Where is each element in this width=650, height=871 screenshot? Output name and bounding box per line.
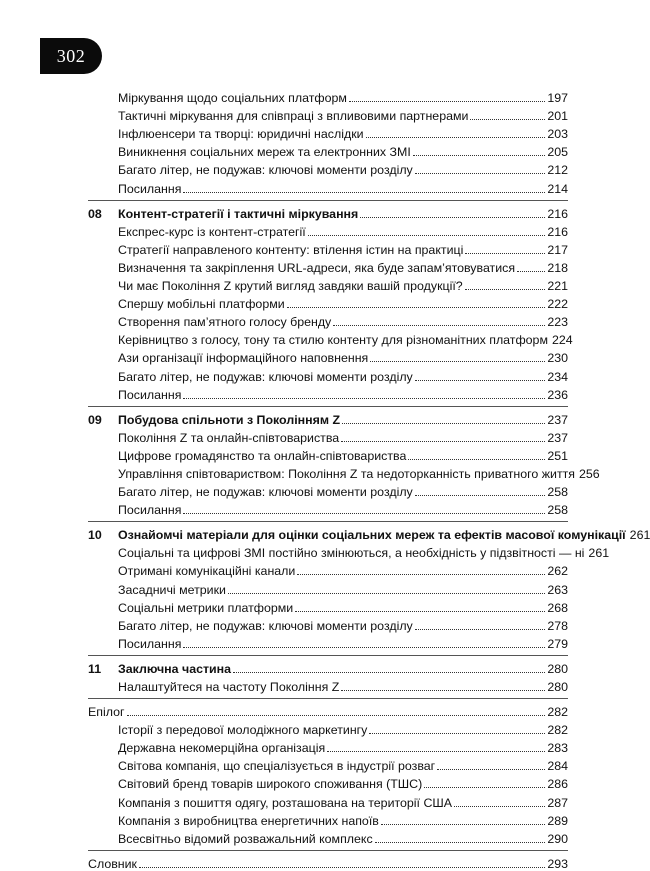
entry-page-number: 283 xyxy=(547,741,568,756)
toc-entry xyxy=(88,560,568,578)
entry-page-number: 216 xyxy=(547,206,568,221)
table-of-contents xyxy=(88,87,650,871)
entry-page-number: 214 xyxy=(547,181,568,196)
entry-title: Ознайомчі матеріали для оцінки соціальних мереж та ефектів масової комунікації xyxy=(118,528,626,543)
toc-entry xyxy=(88,329,573,348)
dot-leader xyxy=(295,611,545,612)
chapter-number: 09 xyxy=(88,412,102,427)
chapter-heading xyxy=(88,658,568,676)
dot-leader xyxy=(228,593,545,594)
section-divider xyxy=(88,521,568,522)
dot-leader xyxy=(127,715,546,716)
section-divider xyxy=(88,655,568,656)
entry-page-number: 251 xyxy=(547,448,568,463)
epilogue-entry xyxy=(88,810,568,828)
entry-title: Засадничі метрики xyxy=(118,582,226,597)
entry-title: Компанія з виробництва енергетичних напоїв xyxy=(118,813,379,828)
entry-title: Багато літер, не подужав: ключові моменти розділу xyxy=(118,485,413,500)
entry-title: Покоління Z та онлайн-співтовариства xyxy=(118,430,340,445)
entry-title: Історії з передової молодіжного маркетингу xyxy=(118,723,368,738)
entry-page-number: 201 xyxy=(547,109,568,124)
entry-title: Посилання xyxy=(118,636,182,651)
entry-page-number: 261 xyxy=(588,546,610,561)
chapter-heading xyxy=(88,203,568,221)
toc-entry xyxy=(88,542,610,561)
toc-entry xyxy=(88,347,568,365)
entry-page-number: 258 xyxy=(547,503,568,518)
toc-entry xyxy=(88,633,568,651)
dot-leader xyxy=(341,441,545,442)
chapter-heading xyxy=(88,524,650,543)
dot-leader xyxy=(183,398,545,399)
entry-title: Створення пам’ятного голосу бренду xyxy=(118,315,332,330)
dot-leader xyxy=(183,192,545,193)
dot-leader xyxy=(415,629,546,630)
entry-title: Багато літер, не подужав: ключові моменти розділу xyxy=(118,369,413,384)
entry-page-number: 290 xyxy=(547,831,568,846)
toc-entry xyxy=(88,221,568,239)
entry-title: Експрес-курс із контент-стратегії xyxy=(118,224,306,239)
dot-leader xyxy=(327,751,545,752)
entry-title: Посилання xyxy=(118,387,182,402)
entry-title: Епілог xyxy=(88,705,125,720)
entry-title: Стратегії направленого контенту: втілення істин на практиці xyxy=(118,242,464,257)
entry-page-number: 268 xyxy=(547,600,568,615)
dot-leader xyxy=(360,217,545,218)
dot-leader xyxy=(465,253,545,254)
entry-title: Заключна частина xyxy=(118,661,232,676)
entry-page-number: 282 xyxy=(547,723,568,738)
dot-leader xyxy=(369,733,545,734)
entry-page-number: 262 xyxy=(547,564,568,579)
entry-page-number: 216 xyxy=(547,224,568,239)
page-number-badge: 302 xyxy=(40,38,102,74)
toc-entry xyxy=(88,481,568,499)
entry-page-number: 212 xyxy=(547,163,568,178)
entry-page-number: 258 xyxy=(547,485,568,500)
entry-title: Тактичні міркування для співпраці з впливовими партнерами xyxy=(118,109,469,124)
toc-entry xyxy=(88,676,568,694)
entry-title: Ази організації інформаційного наповнення xyxy=(118,351,369,366)
entry-page-number: 280 xyxy=(547,661,568,676)
toc-entry xyxy=(88,463,600,481)
chapter-number: 10 xyxy=(88,528,102,543)
entry-title: Багато літер, не подужав: ключові моменти розділу xyxy=(118,618,413,633)
toc-entry xyxy=(88,159,568,177)
entry-title: Налаштуйтеся на частоту Покоління Z xyxy=(118,680,340,694)
entry-title: Контент-стратегії і тактичні міркування xyxy=(118,206,359,221)
entry-page-number: 230 xyxy=(547,351,568,366)
dot-leader xyxy=(517,271,545,272)
entry-title: Соціальні метрики платформи xyxy=(118,600,294,615)
entry-title: Багато літер, не подужав: ключові моменти розділу xyxy=(118,163,413,178)
entry-title: Визначення та закріплення URL-адреси, яка буде запам’ятовуватися xyxy=(118,260,516,275)
dot-leader xyxy=(454,806,545,807)
dot-leader xyxy=(413,155,546,156)
toc-entry xyxy=(88,365,568,383)
dot-leader xyxy=(424,787,545,788)
entry-page-number: 278 xyxy=(547,618,568,633)
dot-leader xyxy=(287,307,546,308)
entry-page-number: 234 xyxy=(547,369,568,384)
glossary-heading xyxy=(88,853,568,871)
entry-page-number: 263 xyxy=(547,582,568,597)
chapter-heading xyxy=(88,409,568,427)
dot-leader xyxy=(297,574,545,575)
dot-leader xyxy=(349,101,545,102)
entry-title: Соціальні та цифрові ЗМІ постійно змінюються, а необхідність у підзвітності — ні xyxy=(118,546,585,561)
epilogue-entry xyxy=(88,828,568,846)
dot-leader xyxy=(366,137,546,138)
toc-entry xyxy=(88,239,568,257)
section-divider xyxy=(88,698,568,699)
entry-title: Світовий бренд товарів широкого споживання (ТШС) xyxy=(118,777,423,792)
dot-leader xyxy=(408,459,545,460)
entry-page-number: 237 xyxy=(547,412,568,427)
entry-title: Всесвітньо відомий розважальний комплекс xyxy=(118,831,373,846)
entry-page-number: 205 xyxy=(547,145,568,160)
entry-page-number: 203 xyxy=(547,127,568,142)
entry-title: Словник xyxy=(88,856,137,871)
toc-entry xyxy=(88,141,568,159)
dot-leader xyxy=(375,842,546,843)
entry-title: Державна некомерційна організація xyxy=(118,741,326,756)
entry-page-number: 222 xyxy=(547,297,568,312)
epilogue-entry xyxy=(88,737,568,755)
toc-entry xyxy=(88,105,568,123)
toc-entry xyxy=(88,578,568,596)
dot-leader xyxy=(370,361,545,362)
dot-leader xyxy=(415,495,546,496)
dot-leader xyxy=(183,513,545,514)
entry-title: Отримані комунікаційні канали xyxy=(118,564,296,579)
toc-entry xyxy=(88,427,568,445)
entry-title: Спершу мобільні платформи xyxy=(118,297,285,312)
epilogue-entry xyxy=(88,755,568,773)
toc-entry xyxy=(88,597,568,615)
entry-page-number: 256 xyxy=(579,466,600,481)
dot-leader xyxy=(308,235,546,236)
toc-entry xyxy=(88,499,568,517)
dot-leader xyxy=(381,824,545,825)
entry-page-number: 280 xyxy=(547,680,568,694)
epilogue-heading xyxy=(88,701,568,719)
entry-page-number: 197 xyxy=(547,91,568,106)
dot-leader xyxy=(139,867,545,868)
section-divider xyxy=(88,850,568,851)
entry-page-number: 218 xyxy=(547,260,568,275)
dot-leader xyxy=(183,647,545,648)
toc-entry xyxy=(88,311,568,329)
epilogue-entry xyxy=(88,791,568,809)
toc-entry xyxy=(88,384,568,402)
entry-page-number: 261 xyxy=(629,528,650,543)
epilogue-entry xyxy=(88,719,568,737)
entry-title: Виникнення соціальних мереж та електронних ЗМІ xyxy=(118,145,411,160)
entry-title: Чи має Покоління Z крутий вигляд завдяки вашій продукції? xyxy=(118,279,463,294)
dot-leader xyxy=(465,289,546,290)
entry-title: Цифрове громадянство та онлайн-співтовариства xyxy=(118,448,407,463)
entry-page-number: 289 xyxy=(547,813,568,828)
entry-title: Побудова спільноти з Поколінням Z xyxy=(118,412,341,427)
entry-page-number: 217 xyxy=(547,242,568,257)
entry-page-number: 293 xyxy=(547,856,568,871)
entry-page-number: 221 xyxy=(547,279,568,294)
dot-leader xyxy=(233,672,545,673)
entry-page-number: 287 xyxy=(547,795,568,810)
dot-leader xyxy=(470,119,545,120)
toc-entry xyxy=(88,257,568,275)
dot-leader xyxy=(341,690,545,691)
toc-entry xyxy=(88,177,568,195)
toc-entry xyxy=(88,615,568,633)
entry-page-number: 236 xyxy=(547,387,568,402)
dot-leader xyxy=(437,769,545,770)
entry-title: Управління співтовариством: Покоління Z та недоторканність приватного життя xyxy=(118,466,576,481)
entry-page-number: 224 xyxy=(551,333,573,348)
toc-entry xyxy=(88,87,568,105)
entry-page-number: 286 xyxy=(547,777,568,792)
toc-entry xyxy=(88,293,568,311)
dot-leader xyxy=(342,423,545,424)
entry-page-number: 284 xyxy=(547,759,568,774)
dot-leader xyxy=(333,325,545,326)
section-divider xyxy=(88,406,568,407)
entry-title: Інфлюенсери та творці: юридичні наслідки xyxy=(118,127,364,142)
toc-entry xyxy=(88,275,568,293)
entry-title: Світова компанія, що спеціалізується в індустрії розваг xyxy=(118,759,436,774)
toc-entry xyxy=(88,123,568,141)
entry-page-number: 223 xyxy=(547,315,568,330)
epilogue-entry xyxy=(88,773,568,791)
chapter-number: 08 xyxy=(88,206,102,221)
entry-title: Керівництво з голосу, тону та стилю контенту для різноманітних платформ xyxy=(118,333,548,348)
entry-page-number: 282 xyxy=(547,705,568,720)
entry-title: Посилання xyxy=(118,503,182,518)
toc-entry xyxy=(88,445,568,463)
dot-leader xyxy=(415,173,546,174)
entry-page-number: 237 xyxy=(547,430,568,445)
chapter-number: 11 xyxy=(88,661,102,676)
entry-title: Міркування щодо соціальних платформ xyxy=(118,91,347,106)
entry-title: Компанія з пошиття одягу, розташована на території США xyxy=(118,795,453,810)
section-divider xyxy=(88,200,568,201)
entry-page-number: 279 xyxy=(547,636,568,651)
dot-leader xyxy=(415,380,546,381)
entry-title: Посилання xyxy=(118,181,182,196)
